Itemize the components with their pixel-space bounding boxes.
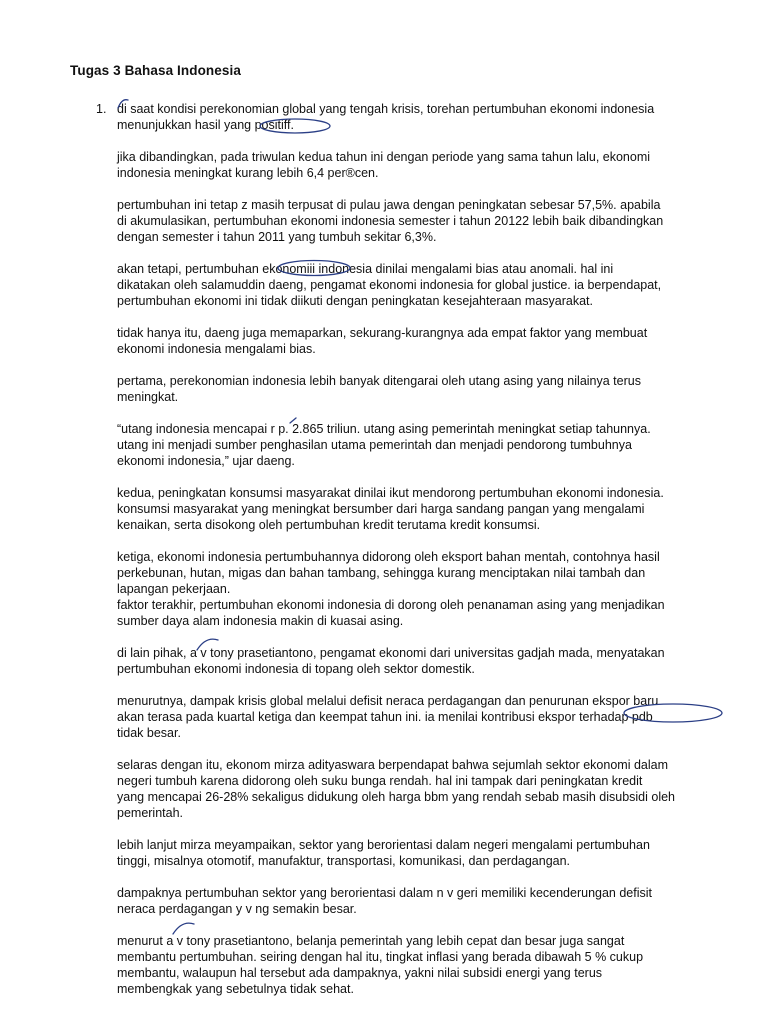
text-line: konsumsi masyarakat yang meningkat bersumber dari harga sandang pangan yang mengalami: [117, 502, 645, 516]
paragraph: [117, 149, 737, 181]
text-line: pertumbuhan ini tetap z masih terpusat di pulau jawa dengan peningkatan sebesar 57,5%. apabila: [117, 198, 661, 212]
text-line: ekonomi indonesia mengalami bias.: [117, 342, 316, 356]
paragraph: [117, 645, 737, 677]
paragraph: [117, 837, 737, 869]
paragraph: [117, 885, 737, 917]
text-line: meningkat.: [117, 390, 179, 404]
text-line: menurut a v tony prasetiantono, belanja pemerintah yang lebih cepat dan besar juga sangat: [117, 934, 625, 948]
text-line: kenaikan, serta disokong oleh pertumbuhan kredit terutama kredit konsumsi.: [117, 518, 541, 532]
text-line: lebih lanjut mirza meyampaikan, sektor yang berorientasi dalam negeri mengalami pertumbuhan: [117, 838, 650, 852]
text-line: di saat kondisi perekonomian global yang tengah krisis, torehan pertumbuhan ekonomi indonesia: [117, 102, 655, 116]
text-line: dikatakan oleh salamuddin daeng, pengamat ekonomi indonesia for global justice. ia berpendapat,: [117, 278, 662, 292]
text-line: pertama, perekonomian indonesia lebih banyak ditengarai oleh utang asing yang nilainya terus: [117, 374, 641, 388]
paragraph: [117, 549, 737, 597]
paragraph: [117, 693, 737, 741]
text-line: di lain pihak, a v tony prasetiantono, pengamat ekonomi dari universitas gadjah mada, menyatakan: [117, 646, 665, 660]
text-line: menurutnya, dampak krisis global melalui defisit neraca perdagangan dan penurunan ekspor baru: [117, 694, 659, 708]
text-line: dampaknya pertumbuhan sektor yang berorientasi dalam n v geri memiliki kecenderungan defisit: [117, 886, 653, 900]
text-line: tidak hanya itu, daeng juga memaparkan, sekurang-kurangnya ada empat faktor yang membuat: [117, 326, 648, 340]
text-line: pemerintah.: [117, 806, 184, 820]
text-line: selaras dengan itu, ekonom mirza adityaswara berpendapat bahwa sejumlah sektor ekonomi dalam: [117, 758, 669, 772]
paragraph: [117, 325, 737, 357]
list-number: 1.: [96, 102, 107, 116]
text-line: neraca perdagangan y v ng semakin besar.: [117, 902, 357, 916]
text-line: lapangan pekerjaan.: [117, 582, 231, 596]
paragraph: [117, 101, 737, 133]
text-line: pertumbuhan ekonomi ini tidak diikuti dengan peningkatan kesejahteraan masyarakat.: [117, 294, 593, 308]
paragraph: [117, 261, 737, 309]
text-line: negeri tumbuh karena didorong oleh suku bunga rendah. hal ini tampak dari peningkatan kredit: [117, 774, 643, 788]
text-line: dengan semester i tahun 2011 yang tumbuh sekitar 6,3%.: [117, 230, 437, 244]
paragraph: [117, 757, 737, 821]
paragraph: [117, 421, 737, 469]
text-line: yang mencapai 26-28% sekaligus didukung oleh harga bbm yang rendah sebab masih disubsidi oleh: [117, 790, 676, 804]
text-line: akan tetapi, pertumbuhan ekonomiii indonesia dinilai mengalami bias atau anomali. hal ini: [117, 262, 614, 276]
paragraph: [117, 597, 737, 629]
text-line: perkebunan, hutan, migas dan bahan tambang, sehingga kurang menciptakan nilai tambah dan: [117, 566, 646, 580]
text-line: membantu pertumbuhan. seiring dengan hal itu, tingkat inflasi yang berada dibawah 5 % cukup: [117, 950, 644, 964]
text-line: indonesia meningkat kurang lebih 6,4 per®cen.: [117, 166, 379, 180]
text-line: di akumulasikan, pertumbuhan ekonomi indonesia semester i tahun 20122 lebih baik dibandingkan: [117, 214, 664, 228]
document-body: [117, 101, 737, 1013]
text-line: faktor terakhir, pertumbuhan ekonomi indonesia di dorong oleh penanaman asing yang menjadikan: [117, 598, 665, 612]
text-line: jika dibandingkan, pada triwulan kedua tahun ini dengan periode yang sama tahun lalu, ekonomi: [117, 150, 651, 164]
text-line: tidak besar.: [117, 726, 181, 740]
text-line: membengkak yang sebetulnya tidak sehat.: [117, 982, 354, 996]
paragraph: [117, 933, 737, 997]
text-line: ekonomi indonesia,” ujar daeng.: [117, 454, 295, 468]
text-line: ketiga, ekonomi indonesia pertumbuhannya didorong oleh eksport bahan mentah, contohnya hasil: [117, 550, 660, 564]
text-line: menunjukkan hasil yang positiff.: [117, 118, 294, 132]
text-line: membantu, walaupun hal tersebut ada dampaknya, yakni nilai subsidi energi yang terus: [117, 966, 603, 980]
text-line: sumber daya alam indonesia makin di kuasai asing.: [117, 614, 404, 628]
text-line: kedua, peningkatan konsumsi masyarakat dinilai ikut mendorong pertumbuhan ekonomi indonesia.: [117, 486, 664, 500]
text-line: akan terasa pada kuartal ketiga dan keempat tahun ini. ia menilai kontribusi ekspor terhadap pdb: [117, 710, 653, 724]
document-title: Tugas 3 Bahasa Indonesia: [70, 63, 241, 78]
text-line: “utang indonesia mencapai r p. 2.865 triliun. utang asing pemerintah meningkat setiap tahunnya.: [117, 422, 651, 436]
paragraph: [117, 485, 737, 533]
paragraph: [117, 373, 737, 405]
text-line: utang ini menjadi sumber penghasilan utama pemerintah dan menjadi pendorong tumbuhnya: [117, 438, 632, 452]
text-line: pertumbuhan ekonomi indonesia di topang oleh sektor domestik.: [117, 662, 475, 676]
text-line: tinggi, misalnya otomotif, manufaktur, transportasi, komunikasi, dan perdagangan.: [117, 854, 571, 868]
paragraph: [117, 197, 737, 245]
